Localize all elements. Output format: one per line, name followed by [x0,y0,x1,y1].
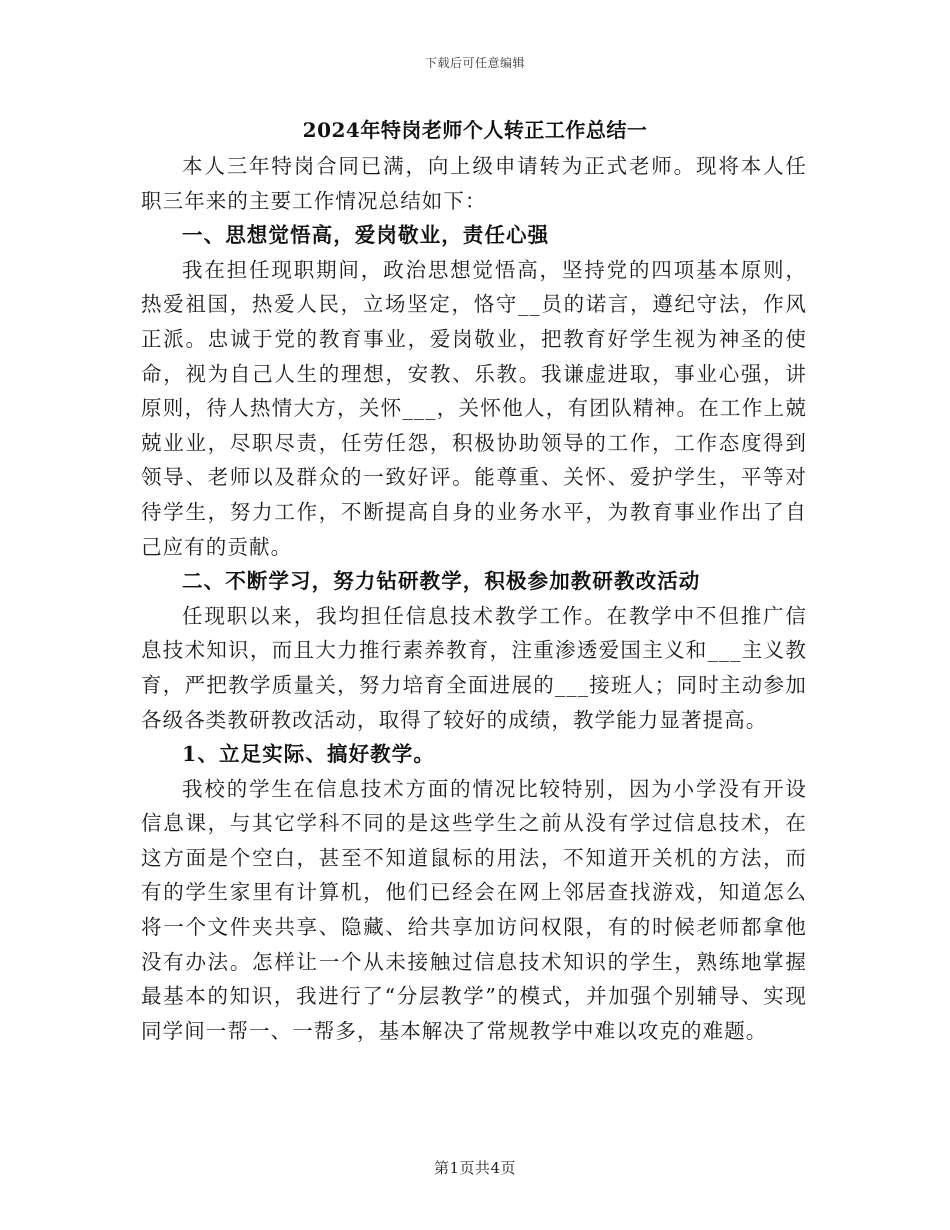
page-number: 第1页共4页 [433,1159,517,1177]
section-heading-2: 二、不断学习，努力钻研教学，积极参加教研教改活动 [182,569,701,594]
document-title: 2024年特岗老师个人转正工作总结一 [302,118,648,142]
subsection-heading-1: 1、立足实际、搞好教学。 [182,742,435,767]
section-heading-1: 一、思想觉悟高，爱岗敬业，责任心强 [182,223,550,248]
body-paragraph-1: 我在担任现职期间，政治思想觉悟高，坚持党的四项基本原则，热爱祖国，热爱人民，立场坚定，恪守__员的诺言，遵纪守法，作风正派。忠诚于党的教育事业，爱岗敬业，把教育好学生视为神圣的使命，视为自己人生的理想，安教、乐教。我谦虚进取，事业心强，讲原则，待人热情大方，关怀___，关怀他人，有团队精神。在工作上兢兢业业，尽职尽责，任劳任怨，积极协助领导的工作，工作态度得到领导、老师以及群众的一致好评。能尊重、关怀、爱护学生，平等对待学生，努力工作，不断提高自身的业务水平，为教育事业作出了自己应有的贡献。 [141,257,807,559]
header-note: 下载后可任意编辑 [424,56,525,70]
intro-paragraph: 本人三年特岗合同已满，向上级申请转为正式老师。现将本人任职三年来的主要工作情况总结如下： [141,154,807,213]
body-paragraph-2: 任现职以来，我均担任信息技术教学工作。在教学中不但推广信息技术知识，而且大力推行素养教育，注重渗透爱国主义和___主义教育，严把教学质量关，努力培育全面进展的___接班人；同时主动参加各级各类教研教改活动，取得了较好的成绩，教学能力显著提高。 [141,603,807,732]
body-paragraph-3: 我校的学生在信息技术方面的情况比较特别，因为小学没有开设信息课，与其它学科不同的是这些学生之前从没有学过信息技术，在这方面是个空白，甚至不知道鼠标的用法，不知道开关机的方法，而有的学生家里有计算机，他们已经会在网上邻居查找游戏，知道怎么将一个文件夹共享、隐藏、给共享加访问权限，有的时候老师都拿他没有办法。怎样让一个从未接触过信息技术知识的学生，熟练地掌握最基本的知识，我进行了“分层教学”的模式，并加强个别辅导、实现同学间一帮一、一帮多，基本解决了常规教学中难以攻克的难题。 [141,776,807,1043]
document-body [141,149,807,1048]
